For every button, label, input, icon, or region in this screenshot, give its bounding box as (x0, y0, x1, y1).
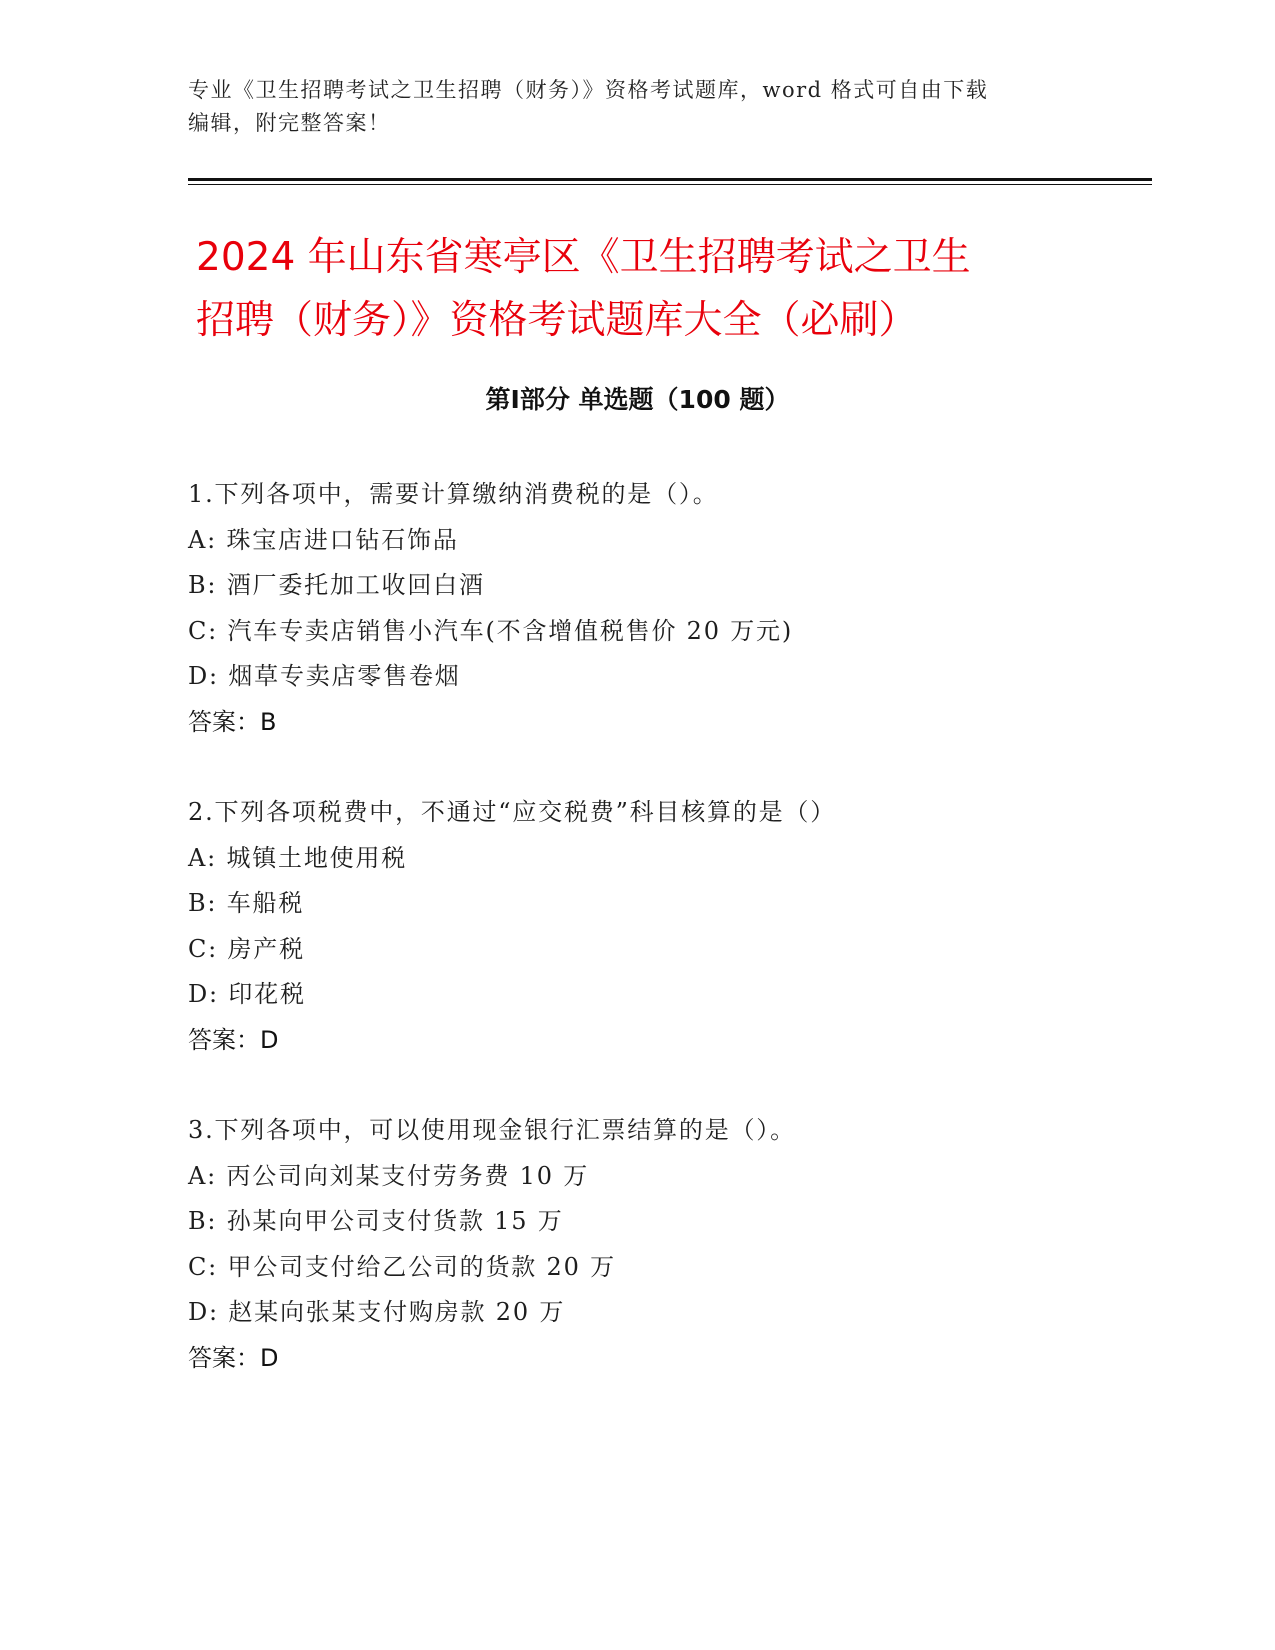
option-b: B: 车船税 (188, 889, 305, 917)
question-stem: 2.下列各项税费中，不通过“应交税费”科目核算的是（） (188, 798, 837, 826)
option-d: D: 烟草专卖店零售卷烟 (188, 662, 461, 690)
option-d: D: 印花税 (188, 980, 306, 1008)
option-a: A: 珠宝店进口钻石饰品 (188, 525, 459, 554)
header-divider-thin (188, 184, 1152, 185)
option-c: C: 汽车专卖店销售小汽车(不含增值税售价 20 万元) (188, 616, 793, 645)
section-heading: 第Ⅰ部分 单选题（100 题） (485, 385, 790, 414)
answer-key: 答案：B (188, 707, 277, 736)
question-stem: 3.下列各项中，可以使用现金银行汇票结算的是（）。 (188, 1116, 796, 1144)
answer-key: 答案：D (188, 1025, 279, 1054)
question-block (188, 1108, 1088, 1381)
document-title-line-2: 招聘（财务）》资格考试题库大全（必刷） (196, 298, 918, 343)
question-block (188, 472, 1088, 745)
option-c: C: 房产税 (188, 934, 305, 963)
document-header-note (188, 74, 1088, 140)
header-note-line-2: 编辑，附完整答案！ (188, 111, 391, 135)
option-b: B: 孙某向甲公司支付货款 15 万 (188, 1207, 564, 1235)
option-c: C: 甲公司支付给乙公司的货款 20 万 (188, 1252, 616, 1281)
option-a: A: 城镇土地使用税 (188, 843, 408, 872)
option-a: A: 丙公司向刘某支付劳务费 10 万 (188, 1161, 590, 1190)
question-stem: 1.下列各项中，需要计算缴纳消费税的是（）。 (188, 480, 719, 508)
document-title (196, 226, 1096, 352)
option-d: D: 赵某向张某支付购房款 20 万 (188, 1298, 566, 1326)
header-note-line-1: 专业《卫生招聘考试之卫生招聘（财务）》资格考试题库，word 格式可自由下载 (188, 78, 989, 102)
header-divider-thick (188, 178, 1152, 181)
document-title-line-1: 2024 年山东省寒亭区《卫生招聘考试之卫生 (196, 235, 971, 280)
question-block (188, 790, 1088, 1063)
answer-key: 答案：D (188, 1343, 279, 1372)
option-b: B: 酒厂委托加工收回白酒 (188, 571, 485, 599)
